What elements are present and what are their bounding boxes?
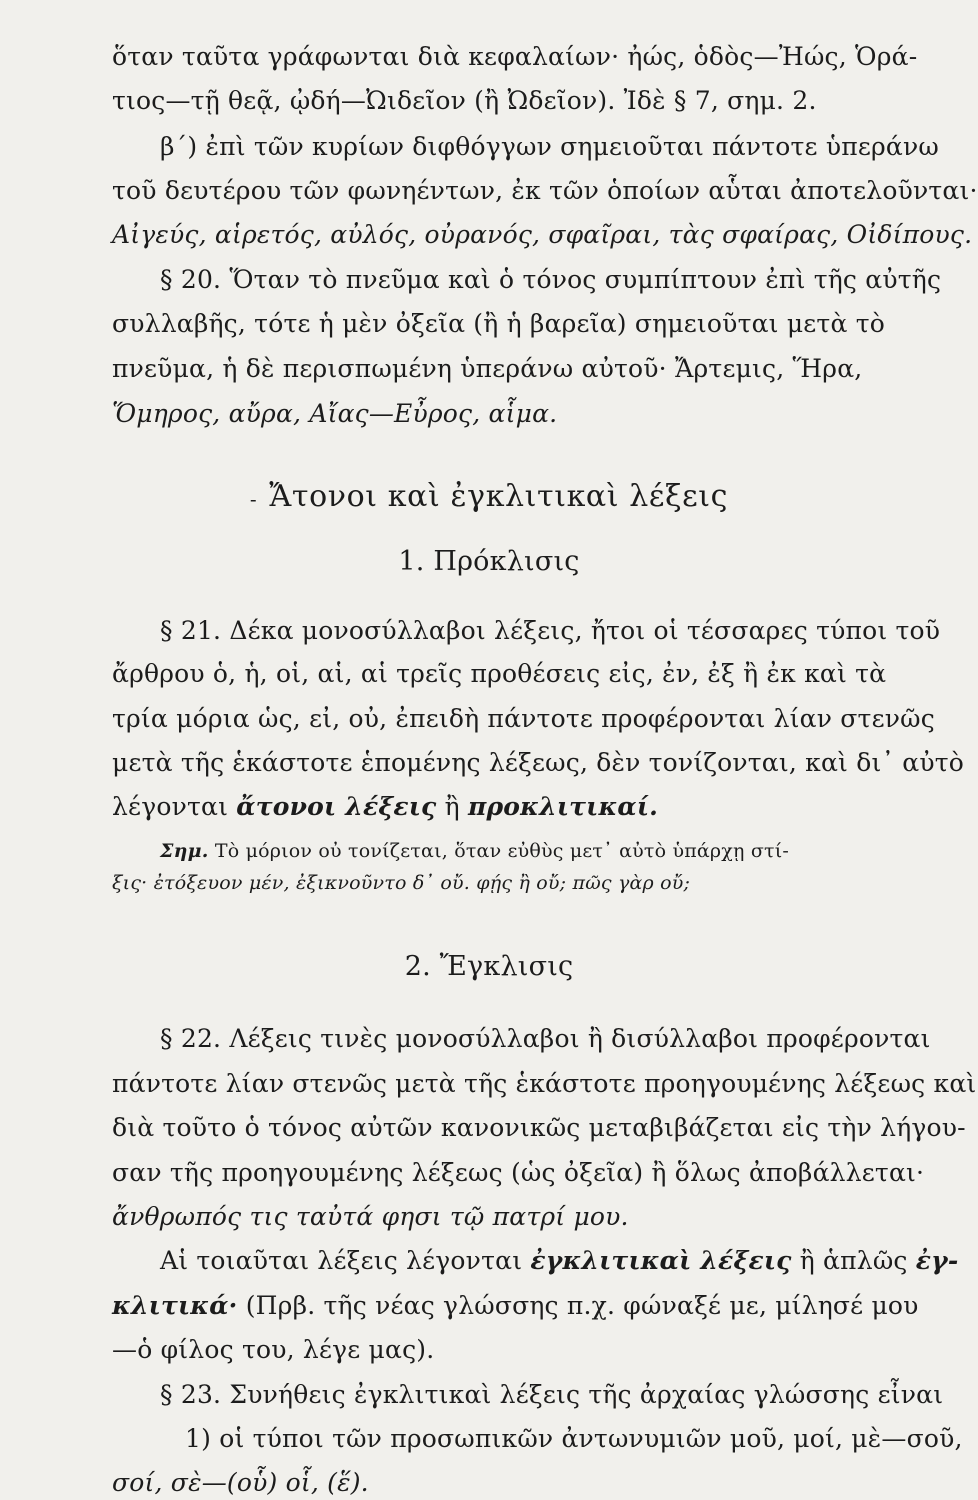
text-line [112,1289,919,1323]
section-23-line: § 23. Συνήθεις ἐγκλιτικαὶ λέξεις τῆς ἀρχαίας γλώσσης εἶναι [160,1380,944,1409]
text-line: σοί, σὲ—(οὗ) οἷ, (ἕ). [112,1468,369,1497]
text-line: τρία μόρια ὡς, εἰ, οὐ, ἐπειδὴ πάντοτε προφέρονται λίαν στενῶς [112,704,935,733]
text-line [160,1244,959,1278]
note-label: Σημ. [160,840,209,862]
text-line: σαν τῆς προηγουμένης λέξεως (ὡς ὀξεῖα) ἢ ὅλως ἀποβάλλεται· [112,1158,925,1187]
text-fragment: λέγονται [112,792,229,821]
text-line: ὅταν ταῦτα γράφωνται διὰ κεφαλαίων· ἠώς, ὁδὸς—Ἠώς, Ὁρά- [112,42,918,71]
text-fragment: ἢ [444,792,460,821]
bold-term: κλιτικά· [112,1291,238,1320]
text-line: διὰ τοῦτο ὁ τόνος αὐτῶν κανονικῶς μεταβιβάζεται εἰς τὴν λήγου- [112,1113,966,1142]
chapter-heading [0,480,978,516]
text-line: 1) οἱ τύποι τῶν προσωπικῶν ἀντωνυμιῶν μοῦ, μοί, μὲ—σοῦ, [185,1424,963,1453]
section-20-line: § 20. Ὅταν τὸ πνεῦμα καὶ ὁ τόνος συμπίπτουν ἐπὶ τῆς αὐτῆς [160,265,942,294]
bold-term: ἄτονοι λέξεις [236,792,437,821]
text-line: ἄρθρου ὁ, ἡ, οἱ, αἱ, αἱ τρεῖς προθέσεις εἰς, ἐν, ἐξ ἢ ἐκ καὶ τὰ [112,659,887,688]
subheading-enklisis: 2. Ἔγκλισις [404,951,574,982]
text-line: Αἰγεύς, αἱρετός, αὐλός, οὐρανός, σφαῖραι, τὰς σφαίρας, Οἰδίπους. [112,220,973,249]
text-line: μετὰ τῆς ἑκάστοτε ἑπομένης λέξεως, δὲν τονίζονται, καὶ δι᾿ αὐτὸ [112,748,965,777]
bold-term: προκλιτικαί. [467,792,659,821]
text-line [112,790,888,824]
text-line: συλλαβῆς, τότε ἡ μὲν ὀξεῖα (ἢ ἡ βαρεῖα) σημειοῦται μετὰ τὸ [112,309,885,338]
section-22-line: § 22. Λέξεις τινὲς μονοσύλλαβοι ἢ δισύλλαβοι προφέρονται [160,1024,931,1053]
text-line: τιος—τῇ θεᾷ, ᾠδή—Ὠιδεῖον (ἢ Ὠδεῖον). Ἰδὲ § 7, σημ. 2. [112,86,817,115]
text-line: πάντοτε λίαν στενῶς μετὰ τῆς ἑκάστοτε προηγουμένης λέξεως καὶ [112,1069,977,1098]
note-line [160,838,888,864]
text-fragment: (Πρβ. τῆς νέας γλώσσης π.χ. φώναξέ με, μίλησέ μου [245,1291,919,1320]
section-21-line: § 21. Δέκα μονοσύλλαβοι λέξεις, ἤτοι οἱ τέσσαρες τύποι τοῦ [160,616,941,645]
note-line: ξις· ἐτόξευον μέν, ἐξικνοῦντο δ᾿ οὔ. φῄς ἢ οὔ; πῶς γὰρ οὔ; [112,872,691,894]
chapter-heading-text: Ἄτονοι καὶ ἐγκλιτικαὶ λέξεις [269,479,729,514]
text-line: Ὅμηρος, αὔρα, Αἴας—Εὖρος, αἷμα. [112,399,558,428]
bold-term: ἐγ- [915,1246,959,1275]
text-line: τοῦ δευτέρου τῶν φωνηέντων, ἐκ τῶν ὁποίων αὗται ἀποτελοῦνται· [112,176,978,205]
note-text: Τὸ μόριον οὐ τονίζεται, ὅταν εὐθὺς μετ᾿ αὐτὸ ὑπάρχῃ στί- [214,840,789,862]
text-line: πνεῦμα, ἡ δὲ περισπωμένη ὑπεράνω αὐτοῦ· Ἄρτεμις, Ἥρα, [112,354,863,383]
heading-mark: ‑ [249,487,258,511]
text-fragment: ἢ ἁπλῶς [799,1246,908,1275]
text-line: ἄνθρωπός τις ταὐτά φησι τῷ πατρί μου. [112,1202,629,1231]
text-line: β΄) ἐπὶ τῶν κυρίων διφθόγγων σημειοῦται πάντοτε ὑπεράνω [160,132,939,161]
text-line: —ὁ φίλος του, λέγε μας). [112,1335,435,1364]
subheading-proklisis: 1. Πρόκλισις [398,546,580,577]
bold-term: ἐγκλιτικαὶ λέξεις [530,1246,792,1275]
text-fragment: Αἱ τοιαῦται λέξεις λέγονται [160,1246,523,1275]
